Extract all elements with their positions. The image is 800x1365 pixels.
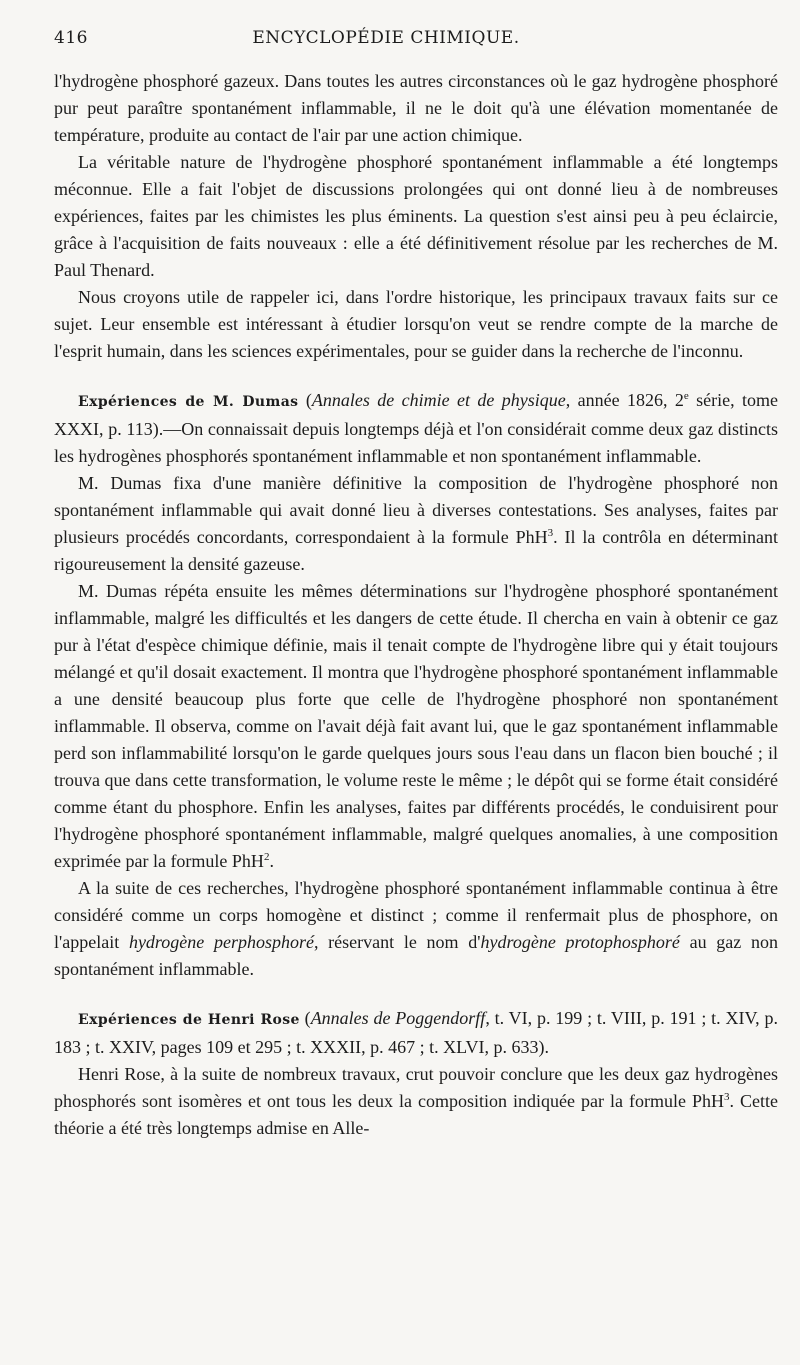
superscript: 3 (723, 1091, 730, 1103)
italic-term: hydrogène protophosphoré (480, 932, 680, 952)
superscript: 3 (547, 527, 554, 539)
section-title: Expériences de Henri Rose (78, 1012, 300, 1028)
reference-text: série, tome XXXI, p. 113).—On connaissait depuis longtemps déjà et l'on considérait comme deux gaz distincts les hydrogènes phosphorés spontanément inflammable et non spontanément inflammable. (54, 390, 778, 466)
paragraph-text: M. Dumas fixa d'une manière définitive la composition de l'hydrogène phosphoré non spontanément inflammable qui avait donné lieu à diverses contestations. Ses analyses, faites par plusieurs procédés concordants, correspondaient à la formule PhH (54, 473, 778, 547)
section-title: Expériences de M. Dumas (78, 394, 299, 410)
reference-text: , année 1826, 2 (565, 390, 684, 410)
paragraph (54, 1061, 778, 1142)
paragraph-text: M. Dumas répéta ensuite les mêmes déterminations sur l'hydrogène phosphoré spontanément inflammable, malgré les difficultés et les dangers de cette étude. Il chercha en vain à obtenir ce gaz pur à l'état d'espèce chimique définie, mais il tenait compte de l'hydrogène libre qui y était toujours mélangé et qu'il dosait exactement. Il montra que l'hydrogène phosphoré spontanément inflammable a une densité beaucoup plus forte que celle de l'hydrogène phosphoré non spontanément inflammable. Il observa, comme on l'avait déjà fait avant lui, que le gaz spontanément inflammable perd son inflammabilité lorsqu'on le garde quelques jours sous l'eau dans un flacon bien bouché ; il trouva que dans cette transformation, le volume reste le même ; le dépôt qui se forme était considéré comme étant du phosphore. Enfin les analyses, faites par différents procédés, le conduisirent pour l'hydrogène phosphoré spontanément inflammable, malgré quelques anomalies, à une composition exprimée par la formule PhH (54, 581, 778, 871)
superscript: 2 (263, 851, 270, 863)
paragraph-text: . (269, 851, 274, 871)
italic-term: hydrogène perphosphoré (128, 932, 314, 952)
paragraph-text: . Cette théorie a été très longtemps admise en Alle- (54, 1091, 778, 1138)
section-dumas (54, 387, 778, 983)
page-header (54, 28, 778, 68)
page-number: 416 (54, 28, 88, 48)
paragraph: Nous croyons utile de rappeler ici, dans l'ordre historique, les principaux travaux faits sur ce sujet. Leur ensemble est intéressant à étudier lorsqu'on veut se rendre compte de la marche de l'esprit humain, dans les sciences expérimentales, pour se guider dans la recherche de l'inconnu. (54, 287, 778, 361)
paragraph-text: Henri Rose, à la suite de nombreux travaux, crut pouvoir conclure que les deux gaz hydrogènes phosphorés sont isomères et ont tous les deux la composition indiquée par la formule PhH (54, 1064, 778, 1111)
paragraph (54, 470, 778, 578)
paragraph (54, 875, 778, 983)
paragraph-text: au gaz non spontanément inflammable. (54, 932, 778, 979)
paragraph: l'hydrogène phosphoré gazeux. Dans toutes les autres circonstances où le gaz hydrogène phosphoré pur peut paraître spontanément inflammable, il ne le doit qu'à une élévation momentanée de température, produite au contact de l'air par une action chimique. (54, 71, 778, 145)
reference-text: , t. VI, p. 199 ; t. VIII, p. 191 ; t. XIV, p. 183 ; t. XXIV, pages 109 et 295 ; t. XXXII, p. 467 ; t. XLVI, p. 633). (54, 1008, 778, 1057)
paragraph (54, 578, 778, 875)
section-heading-paragraph (54, 1005, 778, 1061)
reference-text: ( (298, 390, 312, 410)
reference-text: ( (299, 1008, 311, 1028)
body-text (54, 68, 778, 1142)
journal-title: Annales de chimie et de physique (311, 390, 566, 410)
paragraph-text: , réservant le nom d' (313, 932, 481, 952)
section-heading-paragraph (54, 387, 778, 470)
section-rose (54, 1005, 778, 1142)
paragraph-text: . Il la contrôla en déterminant rigoureusement la densité gazeuse. (54, 527, 778, 574)
superscript: e (683, 390, 689, 402)
paragraph: La véritable nature de l'hydrogène phosphoré spontanément inflammable a été longtemps méconnue. Elle a fait l'objet de discussions prolongées qui ont donné lieu à de nombreuses expériences, faites par les chimistes les plus éminents. La question s'est ainsi peu à peu éclaircie, grâce à l'acquisition de faits nouveaux : elle a été définitivement résolue par les recherches de M. Paul Thenard. (54, 152, 778, 280)
paragraph-text: A la suite de ces recherches, l'hydrogène phosphoré spontanément inflammable continua à être considéré comme un corps homogène et distinct ; comme il renfermait plus de phosphore, on l'appelait (54, 878, 778, 952)
running-title: ENCYCLOPÉDIE CHIMIQUE. (252, 28, 520, 48)
journal-title: Annales de Poggendorff (310, 1008, 486, 1028)
